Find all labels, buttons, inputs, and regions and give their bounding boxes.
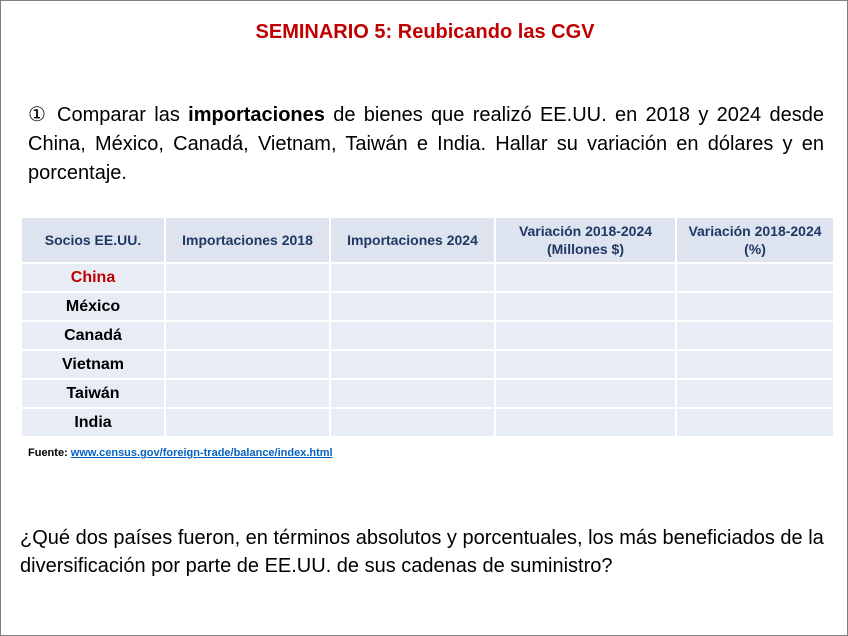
source-label: Fuente: <box>28 447 68 459</box>
header-variation-millions: Variación 2018-2024 (Millones $) <box>495 217 676 263</box>
country-cell: China <box>21 263 165 292</box>
imports-2024-cell[interactable] <box>330 321 495 350</box>
country-cell: Taiwán <box>21 379 165 408</box>
task-instructions <box>28 101 824 188</box>
table-row <box>21 321 834 350</box>
variation-percent-cell[interactable] <box>676 379 834 408</box>
imports-2024-cell[interactable] <box>330 292 495 321</box>
imports-2024-cell[interactable] <box>330 379 495 408</box>
slide-title: SEMINARIO 5: Reubicando las CGV <box>255 21 595 43</box>
imports-2024-cell[interactable] <box>330 263 495 292</box>
table-row <box>21 292 834 321</box>
task-text-after: de bienes que realizó EE.UU. en 2018 y 2024 desde China, México, Canadá, Vietnam, Taiwán e India. Hallar su variación en dólares y en porcentaje. <box>28 104 824 184</box>
variation-percent-cell[interactable] <box>676 292 834 321</box>
task-text-before: Comparar las <box>57 104 180 126</box>
variation-millions-cell[interactable] <box>495 321 676 350</box>
discussion-question: ¿Qué dos países fueron, en términos absolutos y porcentuales, los más beneficiados de la diversificación por parte de EE.UU. de sus cadenas de suministro? <box>20 527 824 577</box>
task-bold-word: importaciones <box>188 104 325 126</box>
imports-2018-cell[interactable] <box>165 408 330 437</box>
imports-table <box>20 216 835 438</box>
table-header-row <box>21 217 834 263</box>
variation-millions-cell[interactable] <box>495 350 676 379</box>
imports-2018-cell[interactable] <box>165 321 330 350</box>
variation-millions-cell[interactable] <box>495 292 676 321</box>
header-imports-2024: Importaciones 2024 <box>330 217 495 263</box>
imports-2018-cell[interactable] <box>165 350 330 379</box>
table-row <box>21 350 834 379</box>
header-variation-percent: Variación 2018-2024 (%) <box>676 217 834 263</box>
variation-percent-cell[interactable] <box>676 263 834 292</box>
variation-percent-cell[interactable] <box>676 321 834 350</box>
header-partners: Socios EE.UU. <box>21 217 165 263</box>
variation-millions-cell[interactable] <box>495 263 676 292</box>
imports-2018-cell[interactable] <box>165 292 330 321</box>
header-imports-2018: Importaciones 2018 <box>165 217 330 263</box>
imports-2018-cell[interactable] <box>165 379 330 408</box>
country-cell: México <box>21 292 165 321</box>
imports-2018-cell[interactable] <box>165 263 330 292</box>
country-cell: Vietnam <box>21 350 165 379</box>
source-link[interactable]: www.census.gov/foreign-trade/balance/index.html <box>70 447 333 459</box>
variation-millions-cell[interactable] <box>495 408 676 437</box>
variation-millions-cell[interactable] <box>495 379 676 408</box>
table-row <box>21 408 834 437</box>
imports-2024-cell[interactable] <box>330 350 495 379</box>
country-cell: Canadá <box>21 321 165 350</box>
variation-percent-cell[interactable] <box>676 350 834 379</box>
source-note <box>28 447 333 459</box>
task-number: ① <box>28 104 49 126</box>
country-cell: India <box>21 408 165 437</box>
table-row <box>21 379 834 408</box>
imports-2024-cell[interactable] <box>330 408 495 437</box>
table-row <box>21 263 834 292</box>
variation-percent-cell[interactable] <box>676 408 834 437</box>
